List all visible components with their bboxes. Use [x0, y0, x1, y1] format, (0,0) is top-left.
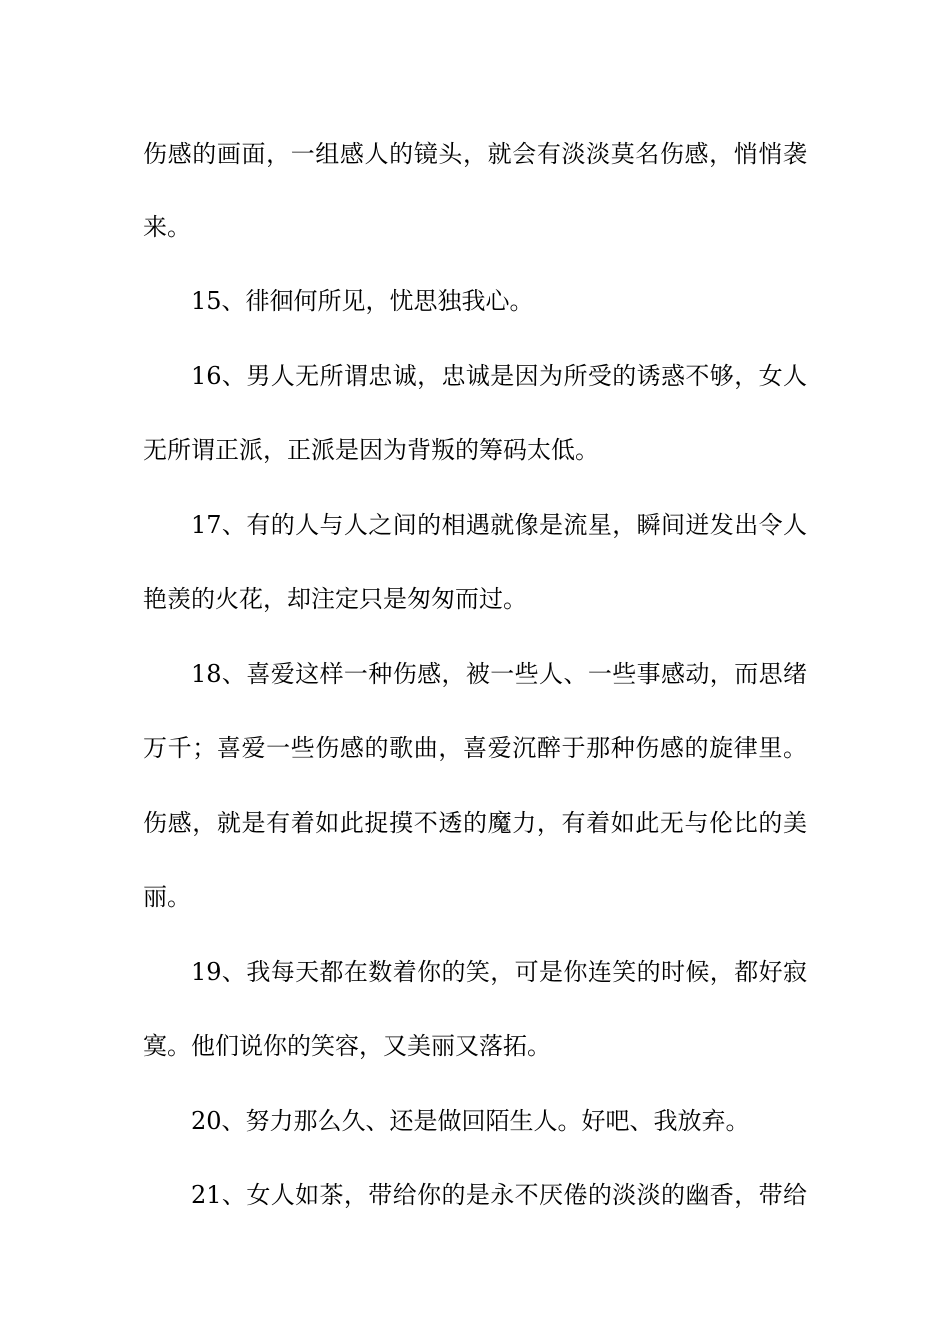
text-line: 伤感，就是有着如此捉摸不透的魔力，有着如此无与伦比的美 [143, 809, 807, 837]
text-line: 丽。 [143, 883, 191, 911]
text-line: 16、男人无所谓忠诚，忠诚是因为所受的诱惑不够，女人 [191, 362, 807, 390]
text-line: 15、徘徊何所见，忧思独我心。 [191, 287, 534, 315]
text-line: 伤感的画面，一组感人的镜头，就会有淡淡莫名伤感，悄悄袭 [143, 140, 807, 168]
text-line: 寞。他们说你的笑容，又美丽又落拓。 [143, 1032, 551, 1060]
text-line: 来。 [143, 213, 191, 241]
text-line: 17、有的人与人之间的相遇就像是流星，瞬间迸发出令人 [191, 511, 807, 539]
text-line: 艳羡的火花，却注定只是匆匆而过。 [143, 585, 527, 613]
text-line: 万千；喜爱一些伤感的歌曲，喜爱沉醉于那种伤感的旋律里。 [143, 734, 807, 762]
text-line: 20、努力那么久、还是做回陌生人。好吧、我放弃。 [191, 1107, 750, 1135]
text-line: 19、我每天都在数着你的笑，可是你连笑的时候，都好寂 [191, 958, 807, 986]
text-line: 18、喜爱这样一种伤感，被一些人、一些事感动，而思绪 [191, 660, 807, 688]
text-line: 无所谓正派，正派是因为背叛的筹码太低。 [143, 436, 599, 464]
text-line: 21、女人如茶，带给你的是永不厌倦的淡淡的幽香，带给 [191, 1181, 807, 1209]
